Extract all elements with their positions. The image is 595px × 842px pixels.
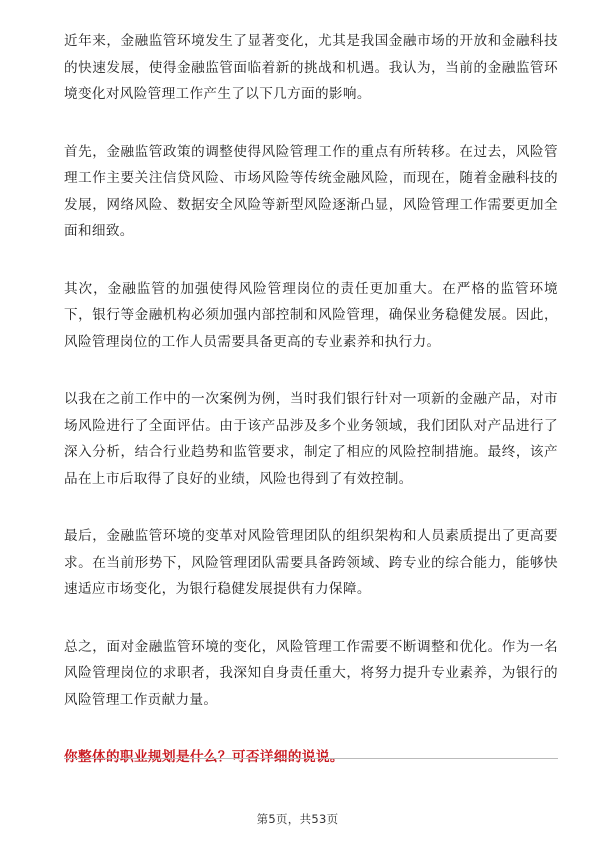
paragraph-first-point: 首先，金融监管政策的调整使得风险管理工作的重点有所转移。在过去，风险管理工作主要关注信贷风险、市场风险等传统金融风险，而现在，随着金融科技的发展，网络风险、数据安全风险等新型风险逐渐凸显，风险管理工作需要更加全面和细致。 (64, 143, 558, 239)
paragraph-intro: 近年来，金融监管环境发生了显著变化，尤其是我国金融市场的开放和金融科技的快速发展，使得金融监管面临着新的挑战和机遇。我认为，当前的金融监管环境变化对风险管理工作产生了以下几方面的影响。 (64, 33, 558, 102)
interview-question: 你整体的职业规划是什么？可否详细的说说。 (64, 749, 344, 765)
page-number: 第5页，共53页 (256, 812, 339, 826)
paragraph-conclusion: 总之，面对金融监管环境的变化，风险管理工作需要不断调整和优化。作为一名风险管理岗位的求职者，我深知自身责任重大，将努力提升专业素养，为银行的风险管理工作贡献力量。 (64, 638, 558, 708)
page-content (64, 28, 558, 770)
paragraph-case-example: 以我在之前工作中的一次案例为例，当时我们银行针对一项新的金融产品，对市场风险进行了全面评估。由于该产品涉及多个业务领域，我们团队对产品进行了深入分析，结合行业趋势和监管要求，制定了相应的风险控制措施。最终，该产品在上市后取得了良好的业绩，风险也得到了有效控制。 (64, 391, 558, 487)
paragraph-second-point: 其次，金融监管的加强使得风险管理岗位的责任更加重大。在严格的监管环境下，银行等金融机构必须加强内部控制和风险管理，确保业务稳健发展。因此，风险管理岗位的工作人员需要具备更高的专业素养和执行力。 (64, 280, 558, 350)
question-underline (64, 758, 558, 759)
paragraph-last-point: 最后，金融监管环境的变革对风险管理团队的组织架构和人员素质提出了更高要求。在当前形势下，风险管理团队需要具备跨领域、跨专业的综合能力，能够快速适应市场变化，为银行稳健发展提供有力保障。 (64, 528, 558, 597)
